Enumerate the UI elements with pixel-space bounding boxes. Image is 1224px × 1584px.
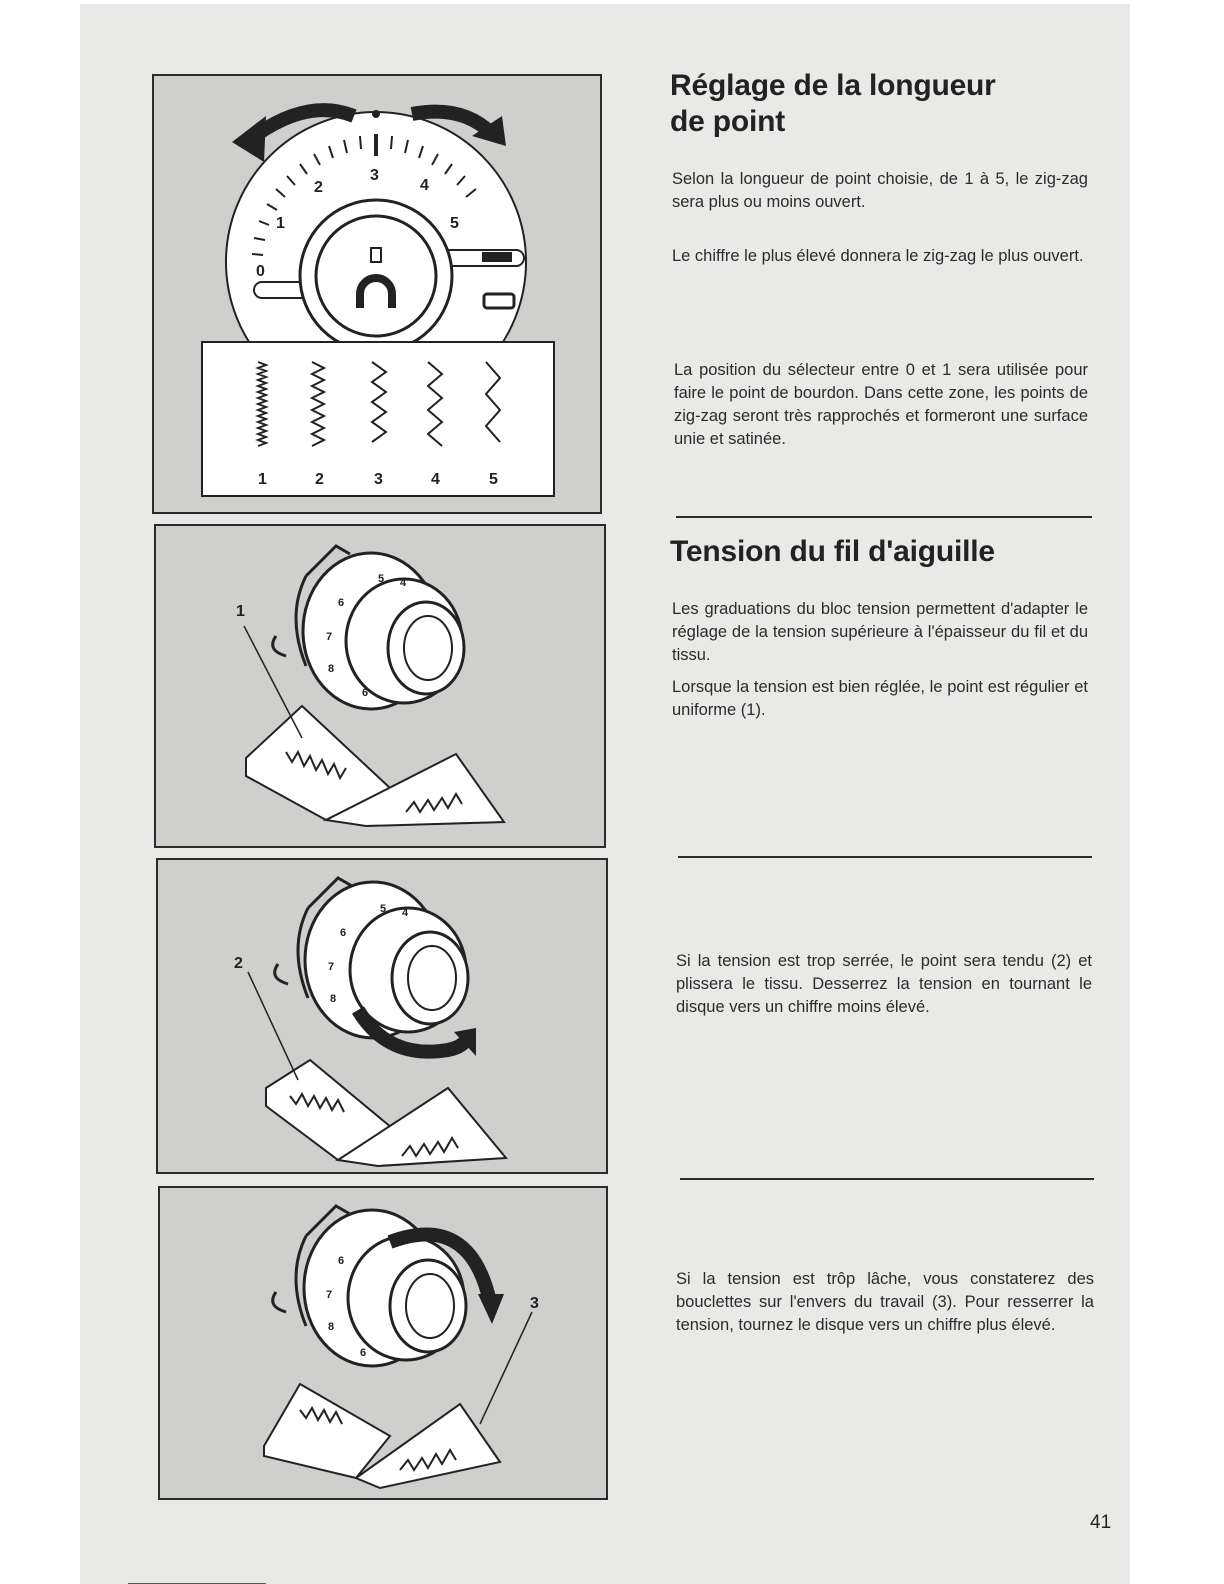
svg-text:6: 6 (338, 1255, 345, 1267)
section1-title-line2: de point (670, 105, 786, 138)
tension-too-tight-figure (156, 858, 608, 1174)
tension-correct-figure (154, 524, 606, 848)
svg-text:8: 8 (328, 663, 335, 675)
page-number: 41 (1090, 1512, 1112, 1533)
stitch-length-dial-figure (152, 74, 602, 514)
divider-2 (678, 856, 1092, 858)
divider-1 (676, 516, 1092, 518)
svg-text:6: 6 (360, 1347, 367, 1359)
section1-title (670, 68, 1090, 140)
section2-paragraph-2: Lorsque la tension est bien réglée, le point est régulier et uniforme (1). (672, 678, 1088, 719)
stitch-label-2: 2 (315, 471, 324, 488)
svg-text:6: 6 (362, 687, 369, 699)
divider-3 (680, 1178, 1094, 1180)
stitch-label-1: 1 (258, 471, 267, 488)
callout-2: 2 (234, 955, 243, 972)
dial-number-1: 1 (276, 215, 285, 232)
stitch-label-5: 5 (489, 471, 498, 488)
section2-paragraph-4: Si la tension est trôp lâche, vous constaterez des bouclettes sur l'envers du travail (3). Pour resserrer la tension, tournez le disque vers un chiffre plus élevé. (676, 1270, 1094, 1334)
dial-number-4: 4 (420, 177, 429, 194)
section2-paragraph-3: Si la tension est trop serrée, le point sera tendu (2) et plissera le tissu. Desserrez la tension en tournant le disque vers un chiffre moins élevé. (676, 952, 1092, 1016)
svg-text:6: 6 (338, 597, 345, 609)
dial-number-2: 2 (314, 179, 323, 196)
section1-paragraph-1: Selon la longueur de point choisie, de 1 à 5, le zig-zag sera plus ou moins ouvert. (672, 170, 1088, 211)
svg-text:4: 4 (400, 577, 407, 589)
tension-too-loose-figure (158, 1186, 608, 1500)
section1-title-line1: Réglage de la longueur (670, 69, 996, 102)
dial-number-3: 3 (370, 167, 379, 184)
svg-text:7: 7 (326, 631, 333, 643)
svg-text:6: 6 (340, 927, 347, 939)
section2-paragraph-1: Les graduations du bloc tension permettent d'adapter le réglage de la tension supérieure à l'épaisseur du fil et du tissu. (672, 600, 1088, 664)
svg-text:5: 5 (378, 573, 385, 585)
callout-3: 3 (530, 1295, 539, 1312)
callout-1: 1 (236, 603, 245, 620)
svg-text:7: 7 (328, 961, 335, 973)
section1-paragraph-2: Le chiffre le plus élevé donnera le zig-zag le plus ouvert. (672, 247, 1084, 265)
svg-text:8: 8 (328, 1321, 335, 1333)
svg-text:5: 5 (380, 903, 387, 915)
stitch-label-4: 4 (431, 471, 440, 488)
section1-paragraph-3: La position du sélecteur entre 0 et 1 sera utilisée pour faire le point de bourdon. Dans cette zone, les points de zig-zag seront très rapprochés et formeront une surface unie et satinée. (674, 361, 1088, 448)
svg-text:4: 4 (402, 907, 409, 919)
svg-text:8: 8 (330, 993, 337, 1005)
section2-title: Tension du fil d'aiguille (670, 535, 995, 568)
dial-number-0: 0 (256, 263, 265, 280)
svg-text:7: 7 (326, 1289, 333, 1301)
stitch-label-3: 3 (374, 471, 383, 488)
dial-number-5: 5 (450, 215, 459, 232)
